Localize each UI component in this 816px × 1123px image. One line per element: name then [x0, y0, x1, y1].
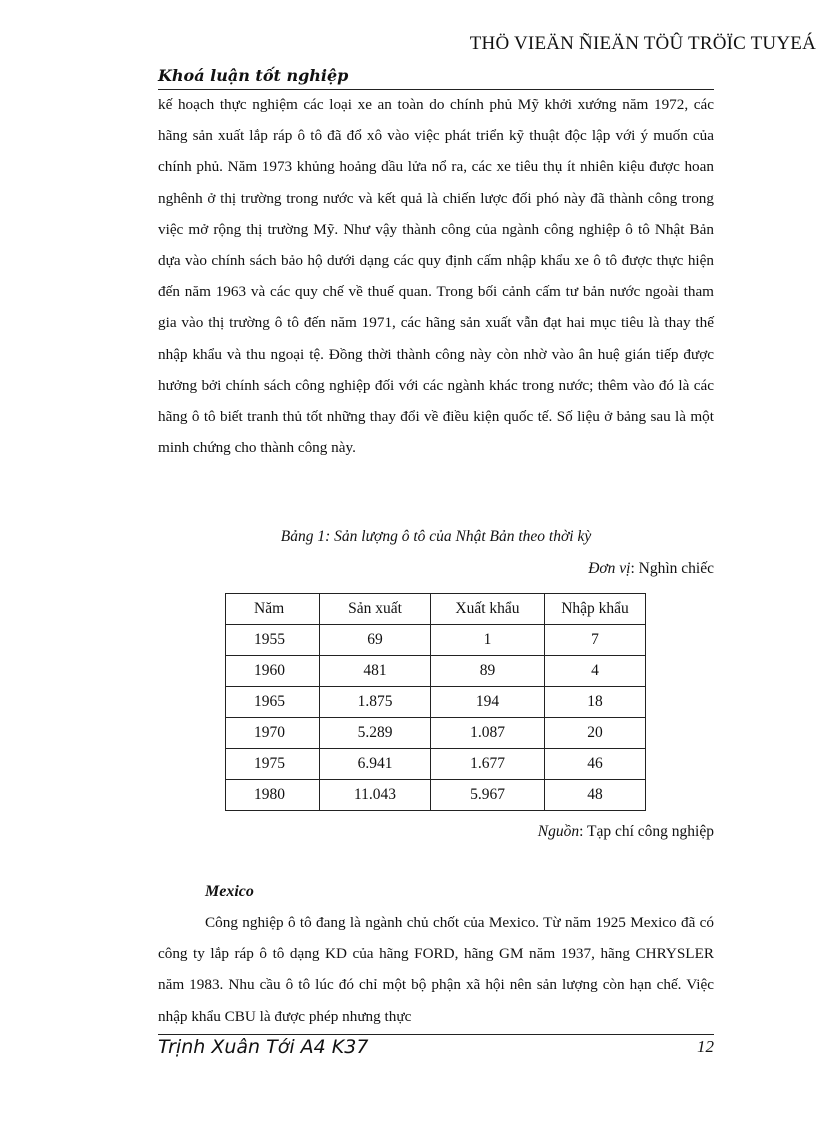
table-cell: 194: [431, 687, 545, 718]
source-label: Nguồn: [537, 823, 580, 840]
table-cell: 18: [545, 687, 646, 718]
table-cell: 1.875: [320, 687, 431, 718]
table-row: [226, 749, 646, 780]
table-caption: Bảng 1: Sản lượng ô tô của Nhật Bản theo thời kỳ: [280, 528, 592, 545]
table-row: [226, 625, 646, 656]
production-table: [225, 593, 646, 811]
table-cell: 1970: [226, 718, 320, 749]
table-row: [226, 656, 646, 687]
table-row: [226, 687, 646, 718]
column-header: Nhập khẩu: [545, 594, 646, 625]
table-cell: 481: [320, 656, 431, 687]
table-cell: 6.941: [320, 749, 431, 780]
column-header: Năm: [226, 594, 320, 625]
table-unit: [588, 560, 714, 578]
source-value: : Tạp chí công nghiệp: [579, 823, 714, 840]
table-cell: 1.087: [431, 718, 545, 749]
body-paragraph-1: kế hoạch thực nghiệm các loại xe an toàn do chính phủ Mỹ khởi xướng năm 1972, các hãng sản xuất lắp ráp ô tô đã đổ xô vào việc phát triển kỹ thuật độc lập với ý muốn của chính phủ. Năm 1973 khủng hoảng dầu lửa nổ ra, các xe tiêu thụ ít nhiên kiệu được hoan nghênh ở thị trường trong nước và kết quả là chiến lược đối phó này đã thành công trong việc mở rộng thị trường Mỹ. Như vậy thành công của ngành công nghiệp ô tô Nhật Bản dựa vào chính sách bảo hộ dưới dạng các quy định cấm nhập khẩu xe ô tô được thực hiện đến năm 1963 và các quy chế về thuế quan. Trong bối cảnh cấm tư bản nước ngoài tham gia vào thị trường ô tô đến năm 1971, các hãng sản xuất vẫn đạt hai mục tiêu là thay thế nhập khẩu và thu ngoại tệ. Đồng thời thành công này còn nhờ vào ân huệ gián tiếp được hưởng bởi chính sách công nghiệp đối với các ngành khác trong nước; thêm vào đó là các hãng ô tô biết tranh thủ tốt những thay đổi về điều kiện quốc tế. Số liệu ở bảng sau là một minh chứng cho thành công này.: [158, 96, 714, 457]
table-cell: 1975: [226, 749, 320, 780]
table-row: [226, 780, 646, 811]
table-cell: 46: [545, 749, 646, 780]
header-title: Khoá luận tốt nghiệp: [158, 66, 349, 85]
table-cell: 1960: [226, 656, 320, 687]
table-cell: 20: [545, 718, 646, 749]
footer-author: Trịnh Xuân Tới A4 K37: [158, 1036, 369, 1058]
unit-value: : Nghìn chiếc: [630, 560, 714, 577]
watermark-text: THÖ VIEÄN ÑIEÄN TÖÛ TRÖÏC TUYEÁ: [469, 33, 816, 54]
body-paragraph-2: Công nghiệp ô tô đang là ngành chủ chốt của Mexico. Từ năm 1925 Mexico đã có công ty lắp ráp ô tô dạng KD của hãng FORD, hãng GM năm 1937, hãng CHRYSLER năm 1983. Nhu cầu ô tô lúc đó chỉ một bộ phận xã hội nên sản lượng còn hạn chế. Việc nhập khẩu CBU là được phép nhưng thực: [158, 914, 714, 1025]
table-cell: 11.043: [320, 780, 431, 811]
table-cell: 69: [320, 625, 431, 656]
table-header-row: [226, 594, 646, 625]
table-cell: 5.967: [431, 780, 545, 811]
table-cell: 4: [545, 656, 646, 687]
table-cell: 1980: [226, 780, 320, 811]
table-row: [226, 718, 646, 749]
column-header: Xuất khẩu: [431, 594, 545, 625]
table-cell: 89: [431, 656, 545, 687]
footer-rule: [158, 1034, 714, 1035]
table-source: [538, 823, 714, 841]
table-cell: 48: [545, 780, 646, 811]
table-cell: 1.677: [431, 749, 545, 780]
table-cell: 5.289: [320, 718, 431, 749]
table-cell: 1965: [226, 687, 320, 718]
table-cell: 1: [431, 625, 545, 656]
table-cell: 7: [545, 625, 646, 656]
page-number: 12: [697, 1037, 714, 1056]
section-title: Mexico: [205, 883, 254, 900]
unit-label: Đơn vị: [588, 560, 631, 577]
column-header: Sản xuất: [320, 594, 431, 625]
table-cell: 1955: [226, 625, 320, 656]
